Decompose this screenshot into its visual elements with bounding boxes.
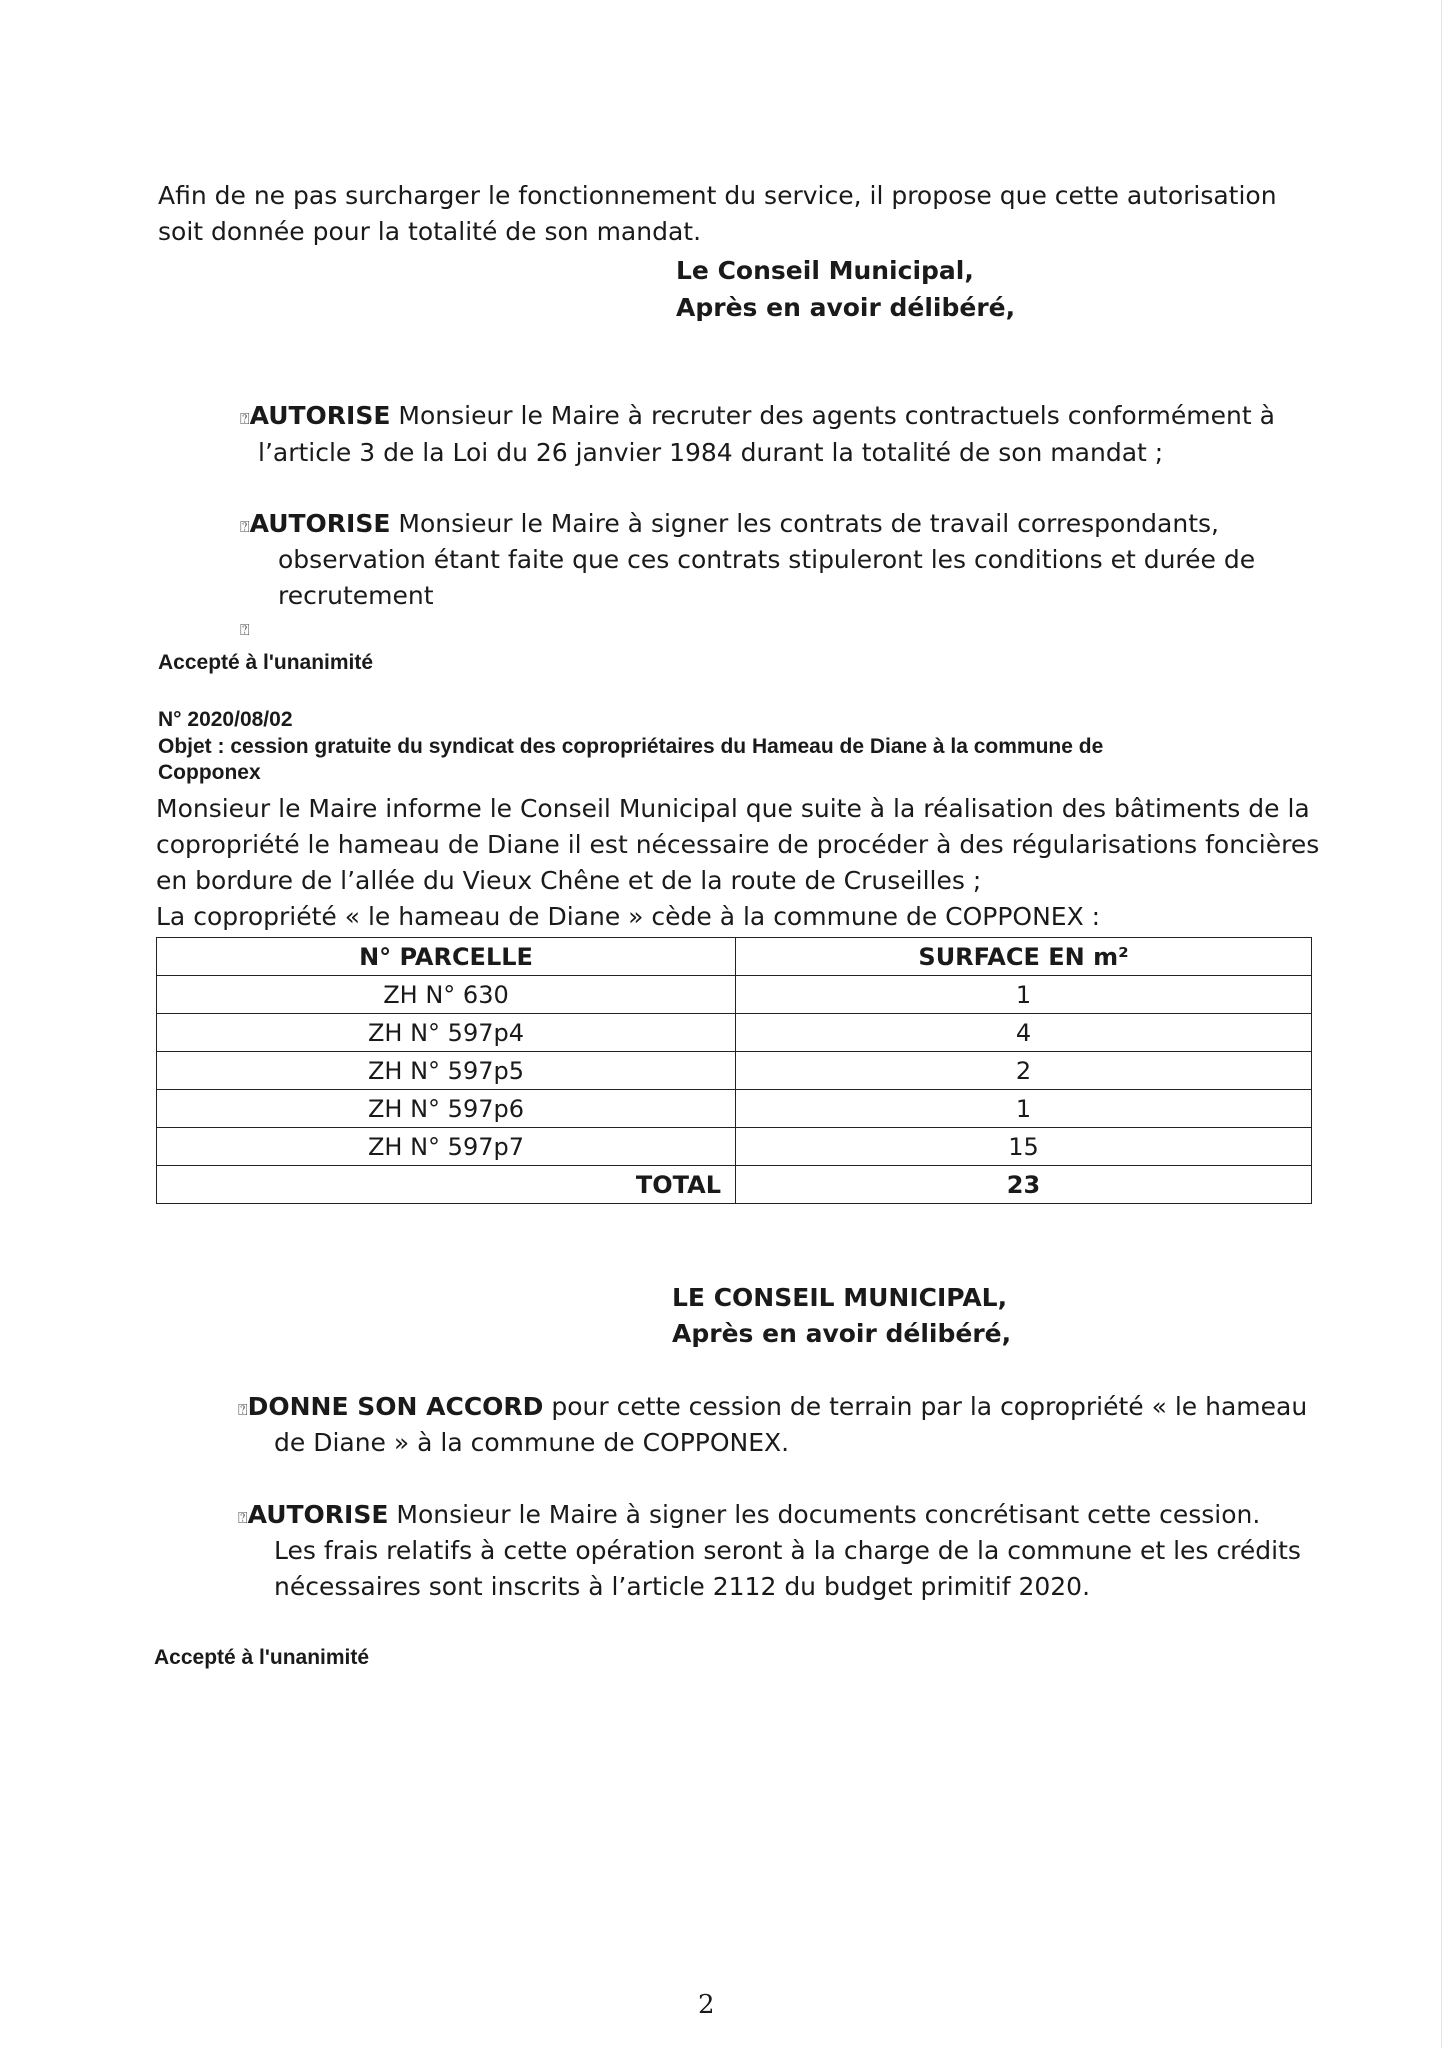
parcel-surface: 1 [736, 1090, 1312, 1128]
deliberation-number: N° 2020/08/02 [158, 708, 293, 731]
parcel-surface: 15 [736, 1128, 1312, 1166]
total-value: 23 [736, 1166, 1312, 1204]
parcel-surface: 4 [736, 1014, 1312, 1052]
table-row [157, 1128, 1312, 1166]
deliberation-heading: Le Conseil Municipal, [676, 256, 974, 285]
decision-text: pour cette cession de terrain par la copropriété « le hameau [543, 1392, 1308, 1421]
table-total-row [157, 1166, 1312, 1204]
body-line-3: en bordure de l’allée du Vieux Chêne et de la route de Cruseilles ; [156, 866, 982, 895]
vote-result: Accepté à l'unanimité [154, 1646, 370, 1669]
deliberation-subheading: Après en avoir délibéré, [676, 293, 1016, 322]
table-row [157, 1052, 1312, 1090]
page-number: 2 [698, 1990, 715, 2020]
column-header-surface: SURFACE EN m² [736, 938, 1312, 976]
parcel-id: ZH N° 597p5 [157, 1052, 736, 1090]
bullet-placeholder-icon: ⍰ [240, 620, 250, 639]
decision-verb: AUTORISE [249, 509, 391, 538]
decision-text-line-3: nécessaires sont inscrits à l’article 2112 du budget primitif 2020. [274, 1572, 1091, 1601]
parcel-id: ZH N° 597p6 [157, 1090, 736, 1128]
decision-text: Monsieur le Maire à signer les contrats de travail correspondants, [390, 509, 1219, 538]
bullet-placeholder-icon: ⍰ [238, 1400, 248, 1419]
parcel-id: ZH N° 597p7 [157, 1128, 736, 1166]
table-header-row [157, 938, 1312, 976]
decision-text-line-2: de Diane » à la commune de COPPONEX. [274, 1428, 790, 1457]
object-line-1: Objet : cession gratuite du syndicat des copropriétaires du Hameau de Diane à la commune de [158, 735, 1104, 758]
table-row [157, 1014, 1312, 1052]
decision-autorise-contrats [240, 506, 1219, 545]
intro-line-1: Afin de ne pas surcharger le fonctionnement du service, il propose que cette autorisation [158, 181, 1277, 210]
body-line-4: La copropriété « le hameau de Diane » cède à la commune de COPPONEX : [156, 902, 1101, 931]
table-row [157, 976, 1312, 1014]
parcel-table [156, 937, 1312, 1204]
decision-text-line-2: l’article 3 de la Loi du 26 janvier 1984 durant la totalité de son mandat ; [258, 438, 1164, 467]
body-line-2: copropriété le hameau de Diane il est nécessaire de procéder à des régularisations foncières [156, 830, 1320, 859]
deliberation-heading: LE CONSEIL MUNICIPAL, [672, 1283, 1008, 1312]
body-line-1: Monsieur le Maire informe le Conseil Municipal que suite à la réalisation des bâtiments de la [156, 794, 1310, 823]
vote-result: Accepté à l'unanimité [158, 651, 374, 674]
deliberation-subheading: Après en avoir délibéré, [672, 1319, 1012, 1348]
decision-verb: DONNE SON ACCORD [247, 1392, 544, 1421]
decision-autorise-recruter [240, 398, 1275, 437]
decision-autorise-documents [238, 1497, 1260, 1536]
object-line-2: Copponex [158, 761, 261, 784]
parcel-id: ZH N° 630 [157, 976, 736, 1014]
decision-verb: AUTORISE [247, 1500, 389, 1529]
total-label: TOTAL [157, 1166, 736, 1204]
decision-text-line-2: observation étant faite que ces contrats stipuleront les conditions et durée de [278, 545, 1256, 574]
parcel-surface: 1 [736, 976, 1312, 1014]
decision-text-line-3: recrutement [278, 581, 434, 610]
bullet-placeholder-icon: ⍰ [240, 409, 250, 428]
decision-text: Monsieur le Maire à recruter des agents contractuels conformément à [390, 401, 1275, 430]
intro-line-2: soit donnée pour la totalité de son mandat. [158, 217, 702, 246]
bullet-placeholder-icon: ⍰ [238, 1508, 248, 1527]
decision-text: Monsieur le Maire à signer les documents concrétisant cette cession. [388, 1500, 1261, 1529]
column-header-parcelle: N° PARCELLE [157, 938, 736, 976]
page-edge [1441, 0, 1442, 2048]
decision-donne-accord [238, 1389, 1307, 1428]
parcel-surface: 2 [736, 1052, 1312, 1090]
parcel-id: ZH N° 597p4 [157, 1014, 736, 1052]
decision-text-line-2: Les frais relatifs à cette opération seront à la charge de la commune et les crédits [274, 1536, 1301, 1565]
decision-verb: AUTORISE [249, 401, 391, 430]
bullet-placeholder-icon: ⍰ [240, 517, 250, 536]
table-row [157, 1090, 1312, 1128]
